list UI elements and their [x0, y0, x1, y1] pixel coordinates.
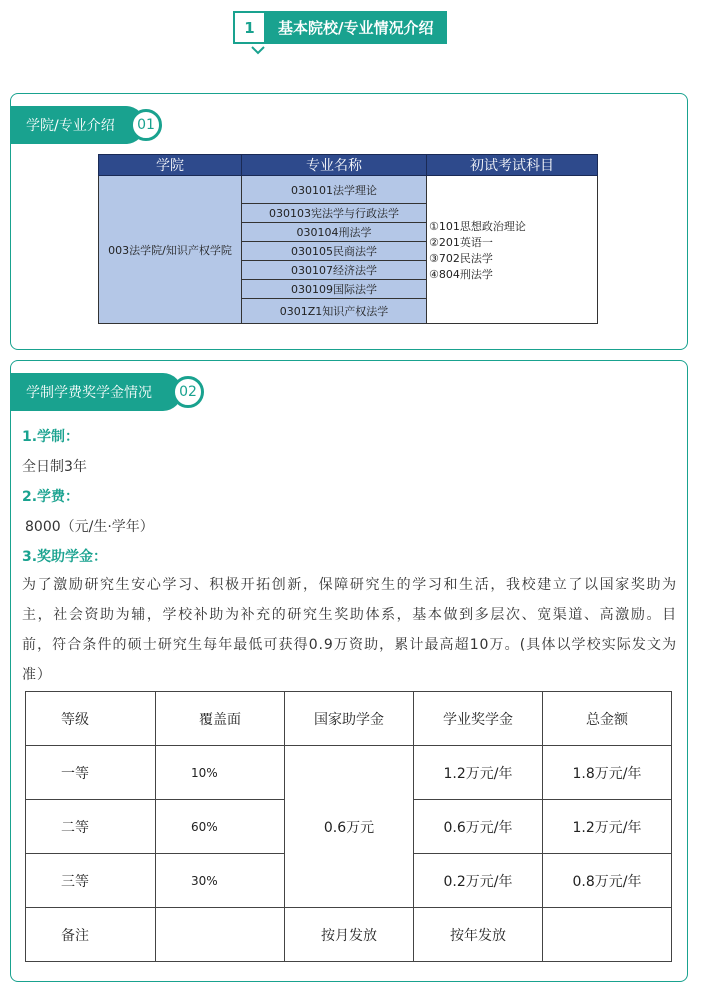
subjects-cell: [427, 176, 598, 324]
level-cell: 二等: [26, 800, 156, 854]
heading-duration: 1.学制：: [22, 429, 80, 445]
major-cell: 030105民商法学: [242, 242, 427, 261]
header-academic-scholarship: 学业奖学金: [414, 692, 543, 746]
major-cell: 030109国际法学: [242, 280, 427, 299]
heading-tuition: 2.学费：: [22, 489, 80, 505]
level-cell: 一等: [26, 746, 156, 800]
tuition-value: 8000（元/生·学年）: [25, 519, 154, 535]
chevron-down-icon: [250, 44, 266, 56]
section-header: [233, 11, 447, 44]
note-label-cell: 备注: [26, 908, 156, 962]
college-intro-tag: [10, 106, 155, 144]
national-grant-cell: 0.6万元: [285, 746, 414, 908]
major-cell: 0301Z1知识产权法学: [242, 299, 427, 324]
table-header-row: [99, 155, 598, 176]
header-level: 等级: [26, 692, 156, 746]
header-coverage: 覆盖面: [156, 692, 285, 746]
academic-cell: 1.2万元/年: [414, 746, 543, 800]
duration-value: 全日制3年: [22, 459, 87, 475]
subject-item: ④804刑法学: [429, 267, 493, 281]
header-total: 总金额: [543, 692, 672, 746]
academic-cell: 0.6万元/年: [414, 800, 543, 854]
note-total-cell: [543, 908, 672, 962]
tag-label: 学制学费奖学金情况: [10, 373, 182, 411]
coverage-cell: 10%: [156, 746, 285, 800]
note-scholarship-cell: 按年发放: [414, 908, 543, 962]
total-cell: 1.2万元/年: [543, 800, 672, 854]
tag-label: 学院/专业介绍: [10, 106, 145, 144]
tuition-tag: [10, 373, 197, 411]
tag-number: 02: [172, 376, 204, 408]
table-header-row: [26, 692, 672, 746]
header-subjects: 初试考试科目: [427, 155, 598, 176]
heading-scholarship: 3.奖助学金：: [22, 549, 108, 565]
header-college: 学院: [99, 155, 242, 176]
note-grant-cell: 按月发放: [285, 908, 414, 962]
academic-cell: 0.2万元/年: [414, 854, 543, 908]
major-cell: 030104刑法学: [242, 223, 427, 242]
subject-item: ①101思想政治理论: [429, 219, 526, 233]
section-title: 基本院校/专业情况介绍: [266, 11, 447, 44]
header-major: 专业名称: [242, 155, 427, 176]
total-cell: 1.8万元/年: [543, 746, 672, 800]
college-cell: 003法学院/知识产权学院: [99, 176, 242, 324]
header-national-grant: 国家助学金: [285, 692, 414, 746]
total-cell: 0.8万元/年: [543, 854, 672, 908]
scholarship-table: [25, 691, 672, 962]
subject-item: ③702民法学: [429, 251, 493, 265]
college-intro-card: [10, 93, 688, 350]
table-row: [26, 908, 672, 962]
section-number: 1: [233, 11, 266, 44]
subject-item: ②201英语一: [429, 235, 493, 249]
majors-table: [98, 154, 598, 324]
level-cell: 三等: [26, 854, 156, 908]
major-cell: 030107经济法学: [242, 261, 427, 280]
table-row: [26, 746, 672, 800]
tuition-scholarship-card: [10, 360, 688, 982]
major-cell: 030101法学理论: [242, 176, 427, 204]
coverage-cell: 60%: [156, 800, 285, 854]
major-cell: 030103宪法学与行政法学: [242, 204, 427, 223]
tag-number: 01: [130, 109, 162, 141]
note-empty-cell: [156, 908, 285, 962]
table-row: [99, 176, 598, 204]
coverage-cell: 30%: [156, 854, 285, 908]
scholarship-paragraph: 为了激励研究生安心学习、积极开拓创新，保障研究生的学习和生活，我校建立了以国家奖助为主，社会资助为辅，学校补助为补充的研究生奖助体系，基本做到多层次、宽渠道、高激励。目前，符合条件的硕士研究生每年最低可获得0.9万资助，累计最高超10万。(具体以学校实际发文为准）: [22, 577, 677, 683]
